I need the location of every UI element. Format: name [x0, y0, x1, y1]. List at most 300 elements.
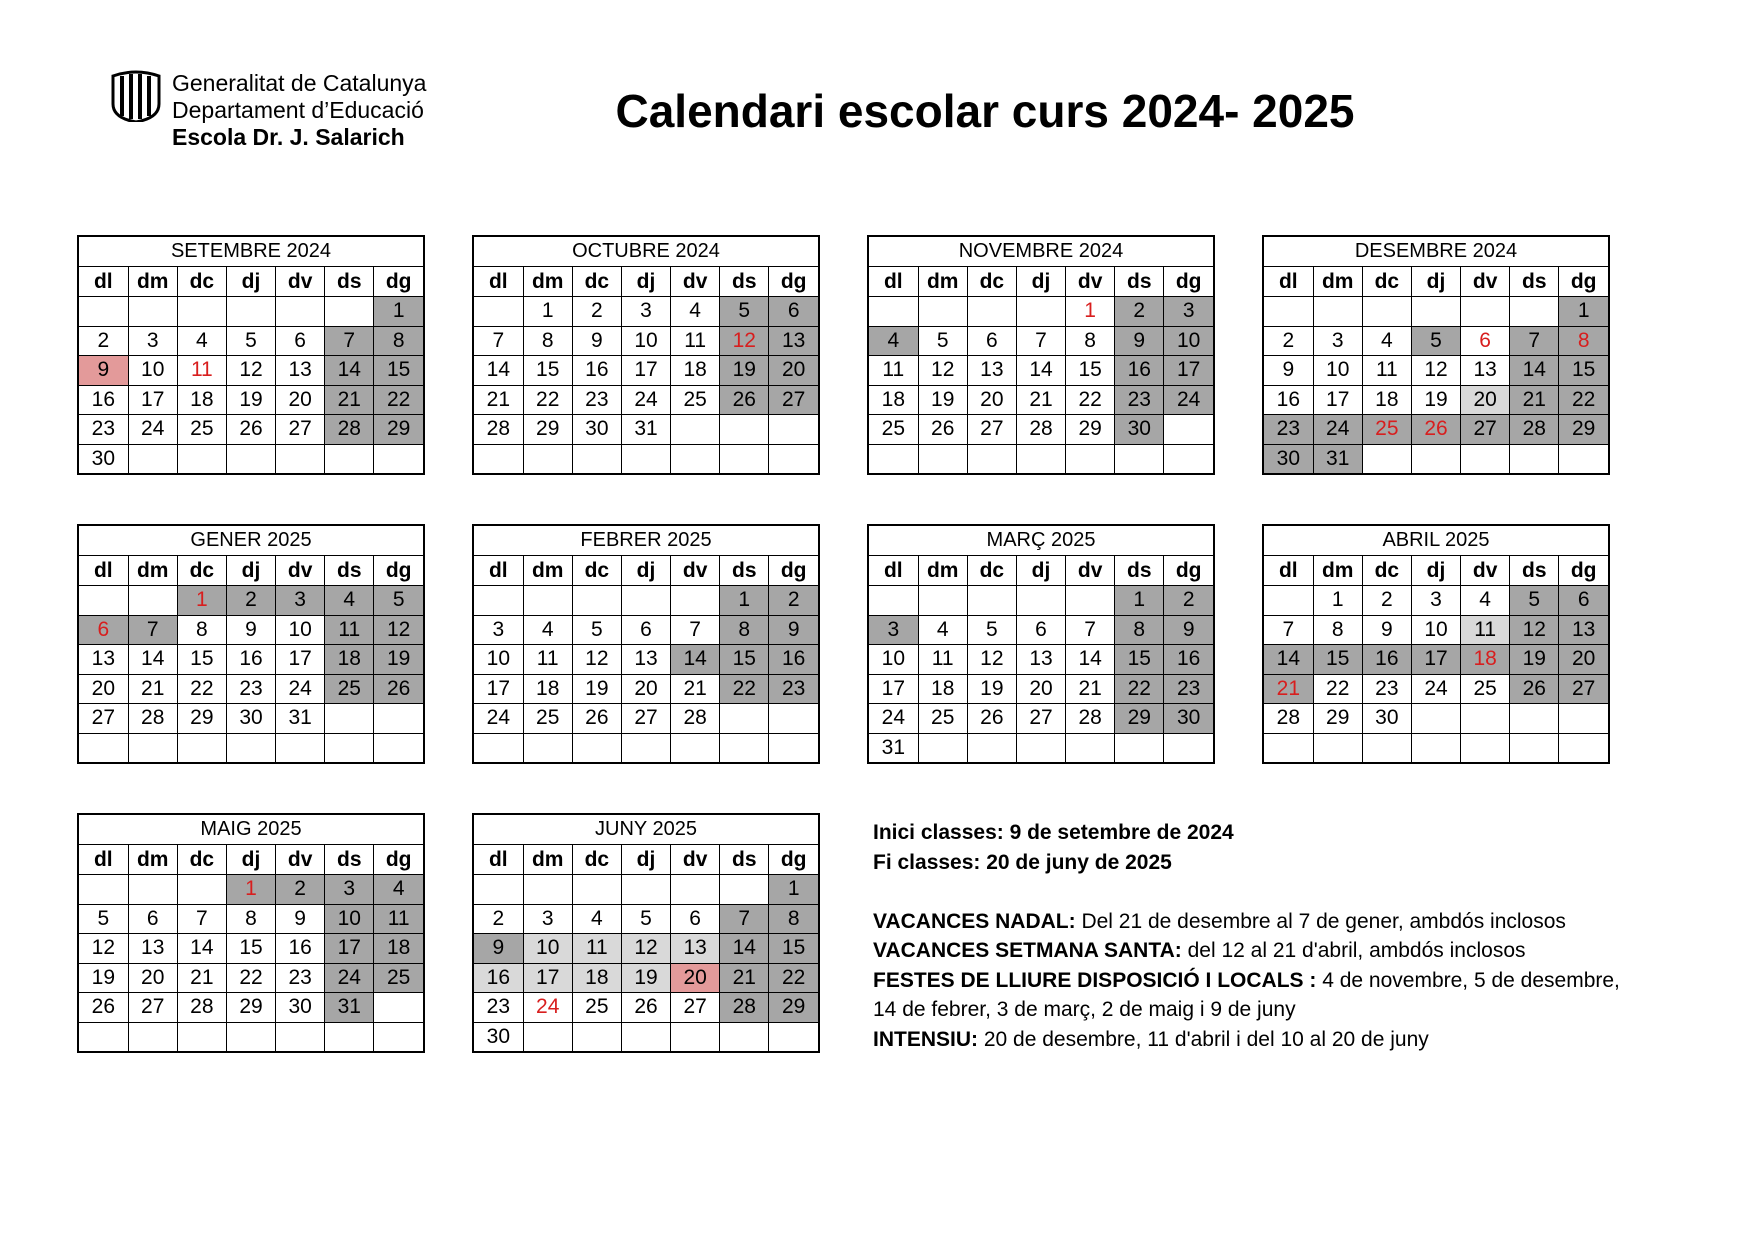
day-cell: 23 — [226, 674, 275, 704]
day-cell: 30 — [572, 415, 621, 445]
empty-cell — [128, 297, 177, 327]
day-cell: 11 — [374, 904, 423, 934]
day-cell: 1 — [720, 586, 769, 616]
empty-cell — [474, 875, 523, 905]
empty-cell — [1264, 733, 1313, 762]
day-cell: 24 — [1313, 415, 1362, 445]
week-row — [79, 645, 423, 675]
empty-cell — [177, 733, 226, 762]
day-cell: 3 — [1313, 326, 1362, 356]
empty-cell — [918, 586, 967, 616]
empty-cell — [1362, 733, 1411, 762]
weekday-label: dv — [276, 556, 325, 586]
day-cell: 18 — [572, 963, 621, 993]
day-cell: 8 — [769, 904, 818, 934]
day-cell: 11 — [1362, 356, 1411, 386]
week-row — [79, 875, 423, 905]
day-cell: 12 — [572, 645, 621, 675]
day-cell: 4 — [523, 615, 572, 645]
empty-cell — [967, 586, 1016, 616]
weekday-label: dj — [1411, 556, 1460, 586]
day-cell: 19 — [1411, 385, 1460, 415]
day-cell: 8 — [1066, 326, 1115, 356]
week-row — [1264, 586, 1608, 616]
day-cell: 11 — [177, 356, 226, 386]
note-nadal — [873, 907, 1733, 937]
weekday-label: dv — [1066, 267, 1115, 297]
day-cell: 27 — [967, 415, 1016, 445]
day-cell: 18 — [1461, 645, 1510, 675]
day-cell: 7 — [177, 904, 226, 934]
day-cell: 9 — [1264, 356, 1313, 386]
weekday-label: dg — [1164, 267, 1213, 297]
empty-cell — [1264, 586, 1313, 616]
day-cell: 12 — [79, 934, 128, 964]
day-cell: 16 — [572, 356, 621, 386]
week-row — [1264, 674, 1608, 704]
empty-cell — [226, 1022, 275, 1051]
weekday-label: dv — [1461, 556, 1510, 586]
empty-cell — [671, 1022, 720, 1051]
week-row — [474, 297, 818, 327]
week-row — [79, 733, 423, 762]
week-row — [79, 1022, 423, 1051]
empty-cell — [1313, 297, 1362, 327]
empty-cell — [621, 444, 670, 473]
day-cell: 19 — [720, 356, 769, 386]
empty-cell — [1164, 415, 1213, 445]
month-calendar — [867, 235, 1215, 475]
day-cell: 2 — [79, 326, 128, 356]
note-intensiu — [873, 1025, 1733, 1055]
day-cell: 13 — [128, 934, 177, 964]
weekday-header-row — [79, 556, 423, 586]
day-cell: 1 — [1559, 297, 1608, 327]
month-table — [869, 267, 1213, 473]
empty-cell — [1066, 733, 1115, 762]
day-cell: 19 — [572, 674, 621, 704]
day-cell: 27 — [1016, 704, 1065, 734]
empty-cell — [226, 733, 275, 762]
empty-cell — [226, 297, 275, 327]
day-cell: 23 — [276, 963, 325, 993]
empty-cell — [621, 733, 670, 762]
weekday-label: ds — [1510, 267, 1559, 297]
day-cell: 25 — [1461, 674, 1510, 704]
empty-cell — [474, 586, 523, 616]
day-cell: 12 — [1510, 615, 1559, 645]
empty-cell — [474, 297, 523, 327]
week-row — [79, 326, 423, 356]
day-cell: 2 — [1264, 326, 1313, 356]
day-cell: 23 — [474, 993, 523, 1023]
day-cell: 29 — [374, 415, 423, 445]
day-cell: 24 — [474, 704, 523, 734]
empty-cell — [621, 586, 670, 616]
empty-cell — [671, 444, 720, 473]
weekday-label: dj — [1411, 267, 1460, 297]
day-cell: 4 — [572, 904, 621, 934]
week-row — [474, 993, 818, 1023]
day-cell: 2 — [1362, 586, 1411, 616]
empty-cell — [128, 875, 177, 905]
weekday-label: dm — [1313, 267, 1362, 297]
weekday-label: dc — [1362, 267, 1411, 297]
empty-cell — [128, 733, 177, 762]
week-row — [79, 993, 423, 1023]
week-row — [869, 297, 1213, 327]
day-cell: 26 — [918, 415, 967, 445]
day-cell: 11 — [918, 645, 967, 675]
day-cell: 5 — [79, 904, 128, 934]
day-cell: 14 — [325, 356, 374, 386]
day-cell: 7 — [474, 326, 523, 356]
week-row — [869, 704, 1213, 734]
day-cell: 21 — [128, 674, 177, 704]
weekday-label: dl — [474, 556, 523, 586]
empty-cell — [918, 444, 967, 473]
day-cell: 28 — [474, 415, 523, 445]
day-cell: 14 — [671, 645, 720, 675]
weekday-label: dg — [374, 845, 423, 875]
day-cell: 9 — [1362, 615, 1411, 645]
day-cell: 4 — [325, 586, 374, 616]
empty-cell — [918, 733, 967, 762]
empty-cell — [671, 415, 720, 445]
day-cell: 5 — [226, 326, 275, 356]
day-cell: 19 — [967, 674, 1016, 704]
day-cell: 4 — [177, 326, 226, 356]
weekday-label: ds — [325, 267, 374, 297]
day-cell: 7 — [128, 615, 177, 645]
day-cell: 15 — [720, 645, 769, 675]
day-cell: 22 — [226, 963, 275, 993]
note-nadal-text: Del 21 de desembre al 7 de gener, ambdós inclosos — [1075, 909, 1566, 933]
empty-cell — [226, 444, 275, 473]
weekday-label: dj — [621, 556, 670, 586]
day-cell: 18 — [177, 385, 226, 415]
month-table — [79, 267, 423, 473]
day-cell: 10 — [1164, 326, 1213, 356]
day-cell: 7 — [1510, 326, 1559, 356]
day-cell: 5 — [1411, 326, 1460, 356]
weekday-label: dc — [572, 267, 621, 297]
day-cell: 30 — [79, 444, 128, 473]
day-cell: 3 — [1164, 297, 1213, 327]
empty-cell — [1115, 444, 1164, 473]
day-cell: 28 — [720, 993, 769, 1023]
empty-cell — [572, 733, 621, 762]
day-cell: 26 — [572, 704, 621, 734]
day-cell: 10 — [523, 934, 572, 964]
day-cell: 28 — [1264, 704, 1313, 734]
day-cell: 4 — [1461, 586, 1510, 616]
week-row — [474, 645, 818, 675]
weekday-label: dc — [1362, 556, 1411, 586]
empty-cell — [523, 875, 572, 905]
day-cell: 1 — [226, 875, 275, 905]
day-cell: 11 — [869, 356, 918, 386]
week-row — [1264, 415, 1608, 445]
day-cell: 3 — [523, 904, 572, 934]
weekday-header-row — [869, 556, 1213, 586]
day-cell: 29 — [226, 993, 275, 1023]
empty-cell — [769, 415, 818, 445]
logo-line-generalitat: Generalitat de Catalunya — [172, 70, 427, 96]
empty-cell — [769, 444, 818, 473]
day-cell: 20 — [621, 674, 670, 704]
day-cell: 1 — [1115, 586, 1164, 616]
day-cell: 30 — [226, 704, 275, 734]
weekday-label: dc — [572, 845, 621, 875]
week-row — [869, 444, 1213, 473]
empty-cell — [374, 993, 423, 1023]
day-cell: 27 — [79, 704, 128, 734]
weekday-label: dc — [177, 267, 226, 297]
weekday-label: dm — [523, 556, 572, 586]
week-row — [474, 934, 818, 964]
week-row — [79, 963, 423, 993]
day-cell: 12 — [226, 356, 275, 386]
day-cell: 25 — [325, 674, 374, 704]
day-cell: 26 — [720, 385, 769, 415]
day-cell: 15 — [1115, 645, 1164, 675]
month-table — [474, 556, 818, 762]
empty-cell — [1016, 586, 1065, 616]
day-cell: 11 — [671, 326, 720, 356]
weekday-label: dj — [621, 267, 670, 297]
empty-cell — [572, 444, 621, 473]
day-cell: 7 — [1066, 615, 1115, 645]
week-row — [79, 415, 423, 445]
note-setmana-label: VACANCES SETMANA SANTA: — [873, 939, 1182, 962]
day-cell: 26 — [621, 993, 670, 1023]
day-cell: 23 — [1115, 385, 1164, 415]
week-row — [1264, 356, 1608, 386]
day-cell: 10 — [474, 645, 523, 675]
day-cell: 9 — [1164, 615, 1213, 645]
weekday-label: dl — [474, 267, 523, 297]
day-cell: 9 — [474, 934, 523, 964]
weekday-label: dj — [1016, 556, 1065, 586]
day-cell: 3 — [621, 297, 670, 327]
day-cell: 17 — [128, 385, 177, 415]
weekday-label: dj — [226, 845, 275, 875]
week-row — [474, 415, 818, 445]
day-cell: 28 — [325, 415, 374, 445]
day-cell: 22 — [177, 674, 226, 704]
weekday-label: dl — [869, 267, 918, 297]
week-row — [1264, 615, 1608, 645]
weekday-label: dv — [1461, 267, 1510, 297]
week-row — [474, 356, 818, 386]
note-gap — [873, 877, 1733, 907]
day-cell: 23 — [79, 415, 128, 445]
week-row — [474, 385, 818, 415]
weekday-label: ds — [720, 556, 769, 586]
day-cell: 10 — [869, 645, 918, 675]
week-row — [1264, 297, 1608, 327]
empty-cell — [1559, 444, 1608, 473]
empty-cell — [1411, 704, 1460, 734]
day-cell: 6 — [671, 904, 720, 934]
day-cell: 27 — [769, 385, 818, 415]
day-cell: 2 — [276, 875, 325, 905]
day-cell: 16 — [474, 963, 523, 993]
day-cell: 25 — [918, 704, 967, 734]
day-cell: 1 — [1313, 586, 1362, 616]
day-cell: 27 — [1559, 674, 1608, 704]
day-cell: 28 — [1066, 704, 1115, 734]
day-cell: 27 — [128, 993, 177, 1023]
week-row — [474, 586, 818, 616]
day-cell: 9 — [769, 615, 818, 645]
day-cell: 4 — [869, 326, 918, 356]
day-cell: 18 — [523, 674, 572, 704]
weekday-label: dl — [869, 556, 918, 586]
week-row — [79, 297, 423, 327]
empty-cell — [474, 733, 523, 762]
day-cell: 11 — [523, 645, 572, 675]
week-row — [79, 356, 423, 386]
day-cell: 1 — [1066, 297, 1115, 327]
day-cell: 9 — [226, 615, 275, 645]
week-row — [474, 674, 818, 704]
day-cell: 15 — [769, 934, 818, 964]
weekday-label: dc — [177, 556, 226, 586]
weekday-label: dv — [276, 267, 325, 297]
day-cell: 17 — [869, 674, 918, 704]
weekday-label: dl — [79, 267, 128, 297]
week-row — [869, 615, 1213, 645]
day-cell: 29 — [1115, 704, 1164, 734]
note-nadal-label: VACANCES NADAL: — [873, 909, 1076, 933]
day-cell: 19 — [621, 963, 670, 993]
empty-cell — [1164, 444, 1213, 473]
weekday-label: dv — [671, 556, 720, 586]
day-cell: 19 — [374, 645, 423, 675]
weekday-header-row — [79, 845, 423, 875]
empty-cell — [177, 444, 226, 473]
day-cell: 11 — [325, 615, 374, 645]
day-cell: 23 — [1164, 674, 1213, 704]
empty-cell — [128, 586, 177, 616]
day-cell: 10 — [276, 615, 325, 645]
day-cell: 7 — [1264, 615, 1313, 645]
day-cell: 16 — [276, 934, 325, 964]
day-cell: 12 — [720, 326, 769, 356]
empty-cell — [1016, 297, 1065, 327]
empty-cell — [1411, 733, 1460, 762]
empty-cell — [79, 733, 128, 762]
week-row — [79, 674, 423, 704]
note-intensiu-label: INTENSIU: — [873, 1027, 978, 1051]
day-cell: 23 — [769, 674, 818, 704]
week-row — [474, 963, 818, 993]
weekday-header-row — [474, 556, 818, 586]
empty-cell — [1559, 733, 1608, 762]
month-table — [474, 267, 818, 473]
day-cell: 25 — [523, 704, 572, 734]
weekday-label: dj — [226, 556, 275, 586]
day-cell: 2 — [1164, 586, 1213, 616]
note-end: Fi classes: 20 de juny de 2025 — [873, 850, 1172, 874]
day-cell: 24 — [869, 704, 918, 734]
day-cell: 23 — [1362, 674, 1411, 704]
day-cell: 23 — [572, 385, 621, 415]
month-calendar — [1262, 235, 1610, 475]
day-cell: 13 — [769, 326, 818, 356]
empty-cell — [720, 444, 769, 473]
weekday-label: dg — [1559, 267, 1608, 297]
day-cell: 21 — [1264, 674, 1313, 704]
day-cell: 31 — [869, 733, 918, 762]
day-cell: 6 — [621, 615, 670, 645]
month-title: JUNY 2025 — [474, 815, 818, 845]
empty-cell — [128, 444, 177, 473]
day-cell: 25 — [869, 415, 918, 445]
day-cell: 9 — [572, 326, 621, 356]
weekday-label: dg — [1164, 556, 1213, 586]
day-cell: 6 — [967, 326, 1016, 356]
day-cell: 25 — [177, 415, 226, 445]
empty-cell — [177, 1022, 226, 1051]
week-row — [79, 586, 423, 616]
day-cell: 9 — [1115, 326, 1164, 356]
empty-cell — [523, 1022, 572, 1051]
empty-cell — [374, 733, 423, 762]
month-title: MARÇ 2025 — [869, 526, 1213, 556]
month-title: MAIG 2025 — [79, 815, 423, 845]
day-cell: 28 — [128, 704, 177, 734]
day-cell: 8 — [720, 615, 769, 645]
day-cell: 6 — [1461, 326, 1510, 356]
weekday-label: dc — [177, 845, 226, 875]
day-cell: 22 — [1066, 385, 1115, 415]
day-cell: 6 — [276, 326, 325, 356]
day-cell: 24 — [128, 415, 177, 445]
day-cell: 24 — [621, 385, 670, 415]
day-cell: 26 — [1510, 674, 1559, 704]
empty-cell — [967, 444, 1016, 473]
week-row — [1264, 326, 1608, 356]
month-calendar — [77, 524, 425, 764]
day-cell: 10 — [621, 326, 670, 356]
empty-cell — [523, 444, 572, 473]
day-cell: 12 — [918, 356, 967, 386]
day-cell: 28 — [177, 993, 226, 1023]
day-cell: 2 — [769, 586, 818, 616]
day-cell: 8 — [177, 615, 226, 645]
weekday-label: ds — [1115, 267, 1164, 297]
empty-cell — [177, 875, 226, 905]
day-cell: 6 — [128, 904, 177, 934]
day-cell: 18 — [671, 356, 720, 386]
empty-cell — [1411, 444, 1460, 473]
weekday-label: dg — [1559, 556, 1608, 586]
day-cell: 20 — [671, 963, 720, 993]
empty-cell — [720, 733, 769, 762]
week-row — [1264, 444, 1608, 473]
day-cell: 8 — [1313, 615, 1362, 645]
day-cell: 18 — [918, 674, 967, 704]
day-cell: 1 — [523, 297, 572, 327]
day-cell: 3 — [869, 615, 918, 645]
day-cell: 29 — [1066, 415, 1115, 445]
week-row — [474, 1022, 818, 1051]
week-row — [79, 934, 423, 964]
empty-cell — [325, 444, 374, 473]
